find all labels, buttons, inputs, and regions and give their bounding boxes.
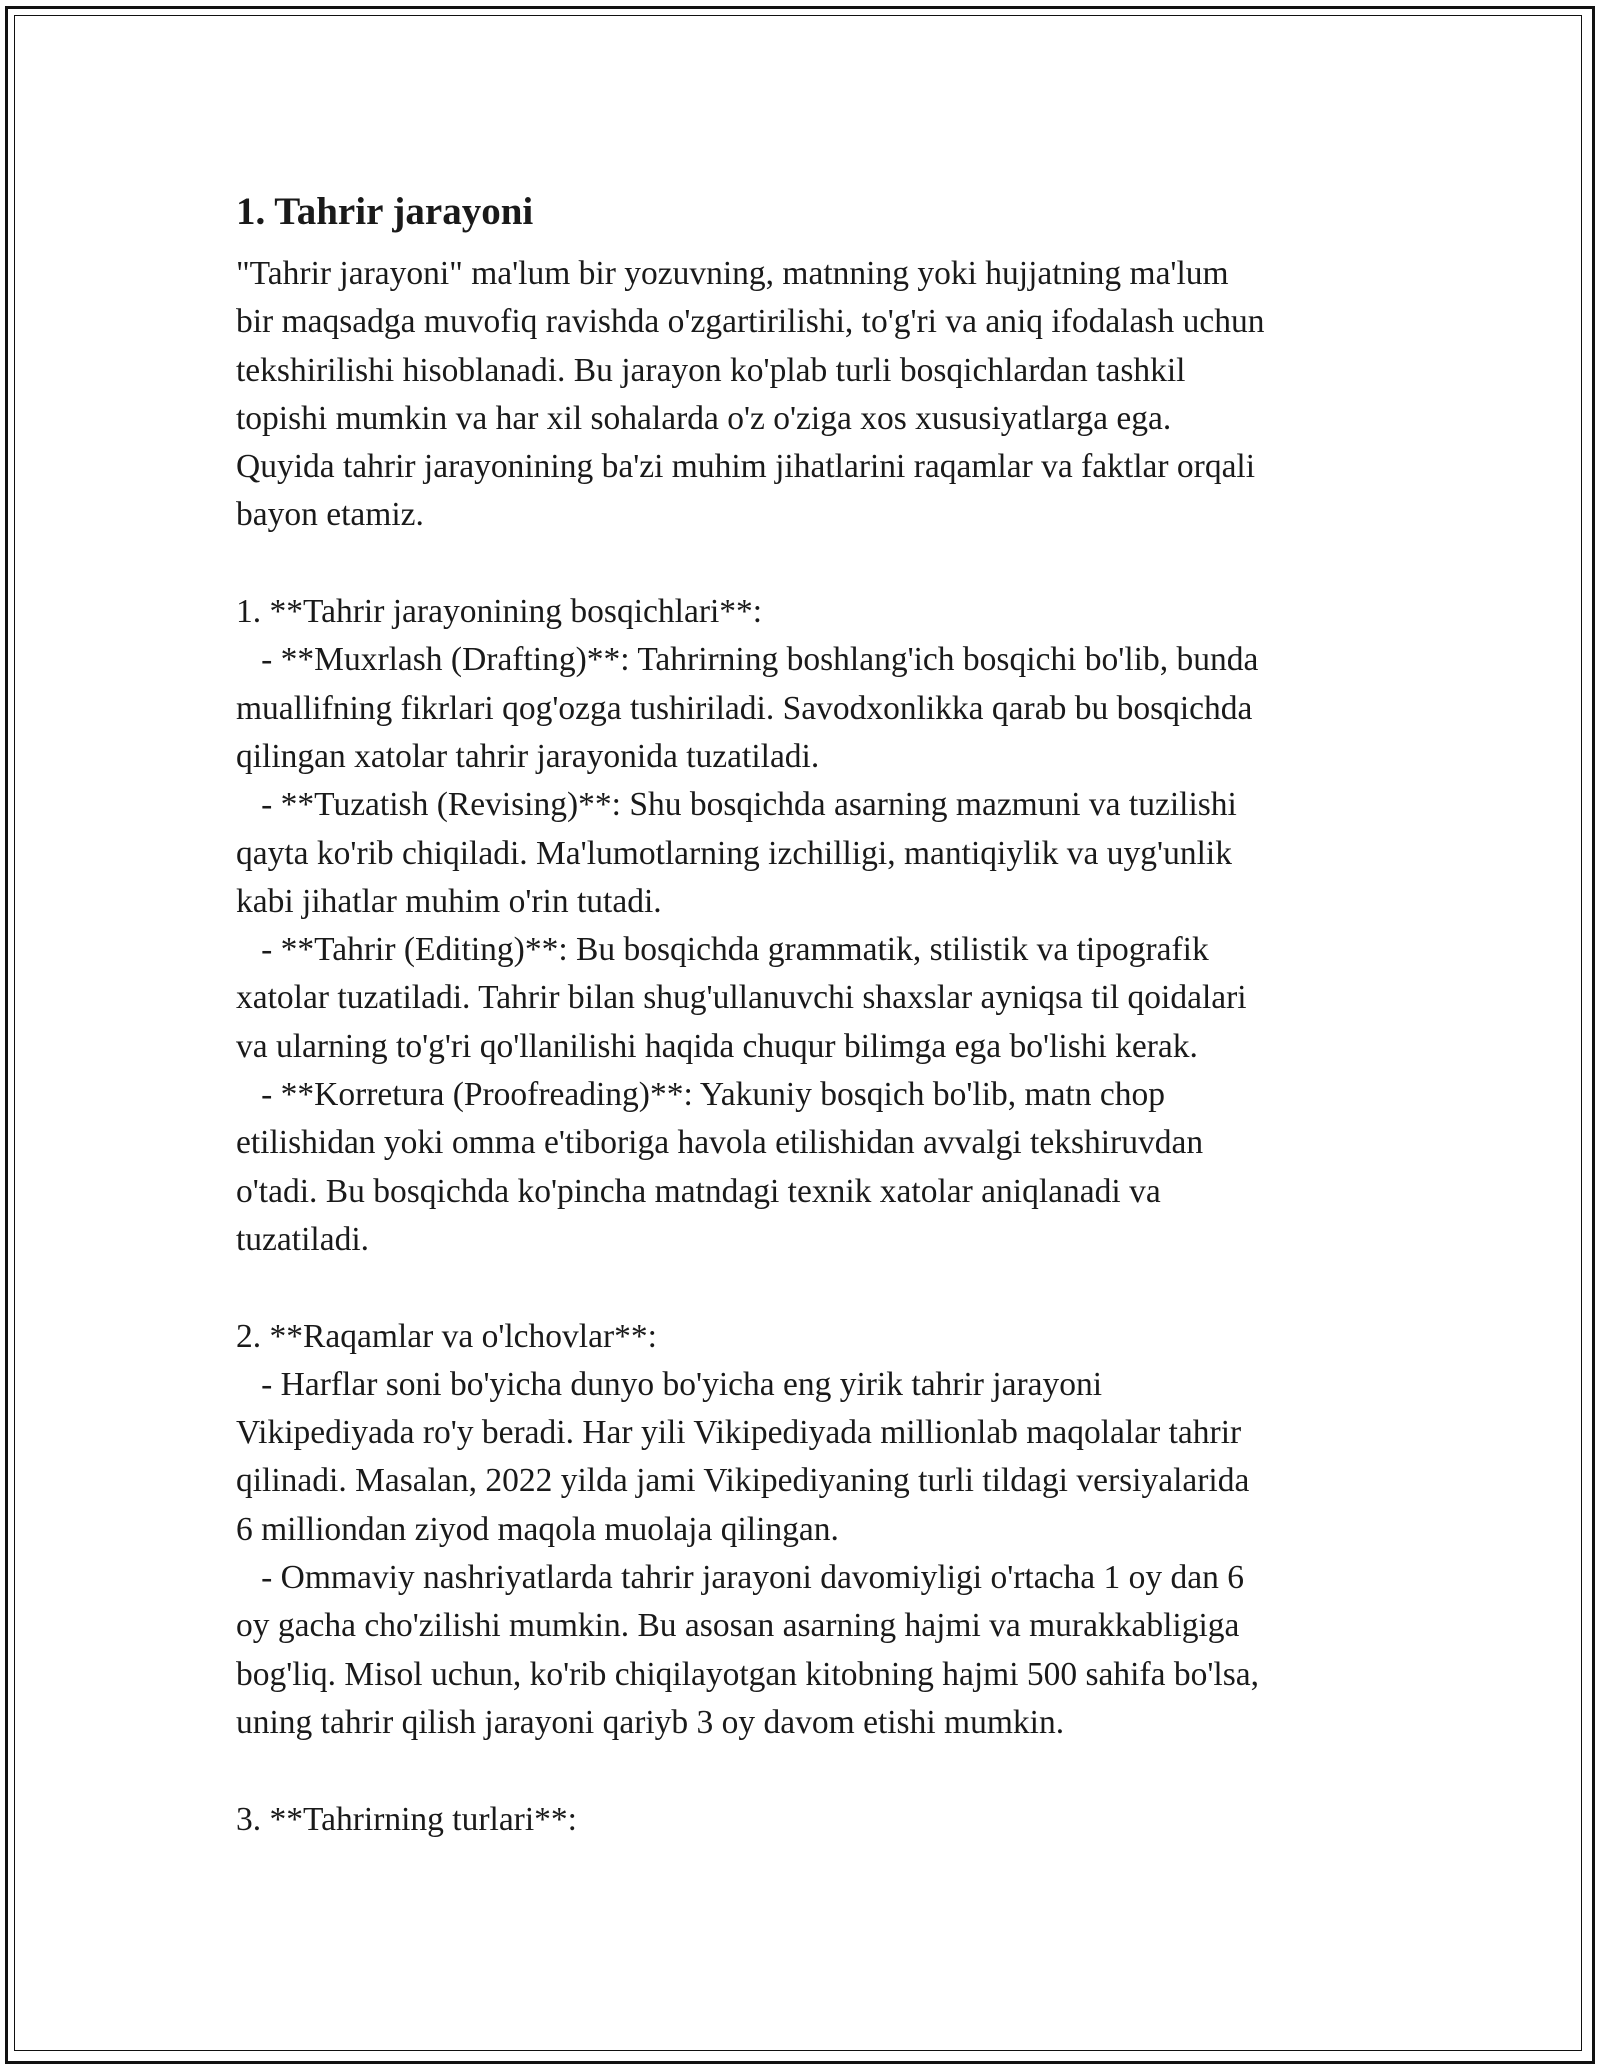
text-line: tekshirilishi hisoblanadi. Bu jarayon ko'plab turli bosqichlardan tashkil	[236, 351, 1186, 389]
text-line: - Harflar soni bo'yicha dunyo bo'yicha eng yirik tahrir jarayoni	[236, 1365, 1103, 1403]
text-line: uning tahrir qilish jarayoni qariyb 3 oy davom etishi mumkin.	[236, 1703, 1065, 1741]
text-line: oy gacha cho'zilishi mumkin. Bu asosan asarning hajmi va murakkabligiga	[236, 1607, 1240, 1645]
text-line: xatolar tuzatiladi. Tahrir bilan shug'ullanuvchi shaxslar ayniqsa til qoidalari	[236, 979, 1247, 1017]
text-line: - **Tahrir (Editing)**: Bu bosqichda grammatik, stilistik va tipografik	[236, 931, 1209, 969]
text-line: qilinadi. Masalan, 2022 yilda jami Vikipediyaning turli tildagi versiyalarida	[236, 1462, 1250, 1500]
blank-line	[236, 1264, 1376, 1312]
text-line: 3. **Tahrirning turlari**:	[236, 1800, 577, 1838]
text-line: o'tadi. Bu bosqichda ko'pincha matndagi texnik xatolar aniqlanadi va	[236, 1172, 1161, 1210]
text-line: 1. **Tahrir jarayonining bosqichlari**:	[236, 593, 763, 631]
text-line: va ularning to'g'ri qo'llanilishi haqida chuqur bilimga ega bo'lishi kerak.	[236, 1027, 1198, 1065]
text-line: muallifning fikrlari qog'ozga tushiriladi. Savodxonlikka qarab bu bosqichda	[236, 689, 1253, 727]
text-line: Quyida tahrir jarayonining ba'zi muhim jihatlarini raqamlar va faktlar orqali	[236, 448, 1256, 486]
text-line: topishi mumkin va har xil sohalarda o'z o'ziga xos xususiyatlarga ega.	[236, 399, 1172, 437]
text-line: 6 milliondan ziyod maqola muolaja qilingan.	[236, 1510, 839, 1548]
document-text	[236, 250, 1376, 1844]
text-line: etilishidan yoki omma e'tiboriga havola etilishidan avvalgi tekshiruvdan	[236, 1124, 1204, 1162]
text-line: qilingan xatolar tahrir jarayonida tuzatiladi.	[236, 737, 820, 775]
text-line: qayta ko'rib chiqiladi. Ma'lumotlarning izchilligi, mantiqiylik va uyg'unlik	[236, 834, 1232, 872]
text-line: bir maqsadga muvofiq ravishda o'zgartirilishi, to'g'ri va aniq ifodalash uchun	[236, 303, 1265, 341]
text-line: kabi jihatlar muhim o'rin tutadi.	[236, 882, 662, 920]
text-line: tuzatiladi.	[236, 1220, 370, 1258]
blank-line	[236, 1747, 1376, 1795]
text-line: - **Korretura (Proofreading)**: Yakuniy bosqich bo'lib, matn chop	[236, 1076, 1165, 1114]
text-line: bayon etamiz.	[236, 496, 424, 534]
text-line: 2. **Raqamlar va o'lchovlar**:	[236, 1317, 657, 1355]
text-line: - **Muxrlash (Drafting)**: Tahrirning boshlang'ich bosqichi bo'lib, bunda	[236, 641, 1259, 679]
document-title: 1. Tahrir jarayoni	[236, 190, 534, 233]
text-line: - **Tuzatish (Revising)**: Shu bosqichda asarning mazmuni va tuzilishi	[236, 786, 1237, 824]
text-line: Vikipediyada ro'y beradi. Har yili Vikipediyada millionlab maqolalar tahrir	[236, 1414, 1242, 1452]
blank-line	[236, 540, 1376, 588]
text-line: - Ommaviy nashriyatlarda tahrir jarayoni davomiyligi o'rtacha 1 oy dan 6	[236, 1559, 1244, 1597]
text-line: bog'liq. Misol uchun, ko'rib chiqilayotgan kitobning hajmi 500 sahifa bo'lsa,	[236, 1655, 1259, 1693]
text-line: "Tahrir jarayoni" ma'lum bir yozuvning, matnning yoki hujjatning ma'lum	[236, 255, 1229, 292]
document-body	[236, 182, 1376, 1844]
